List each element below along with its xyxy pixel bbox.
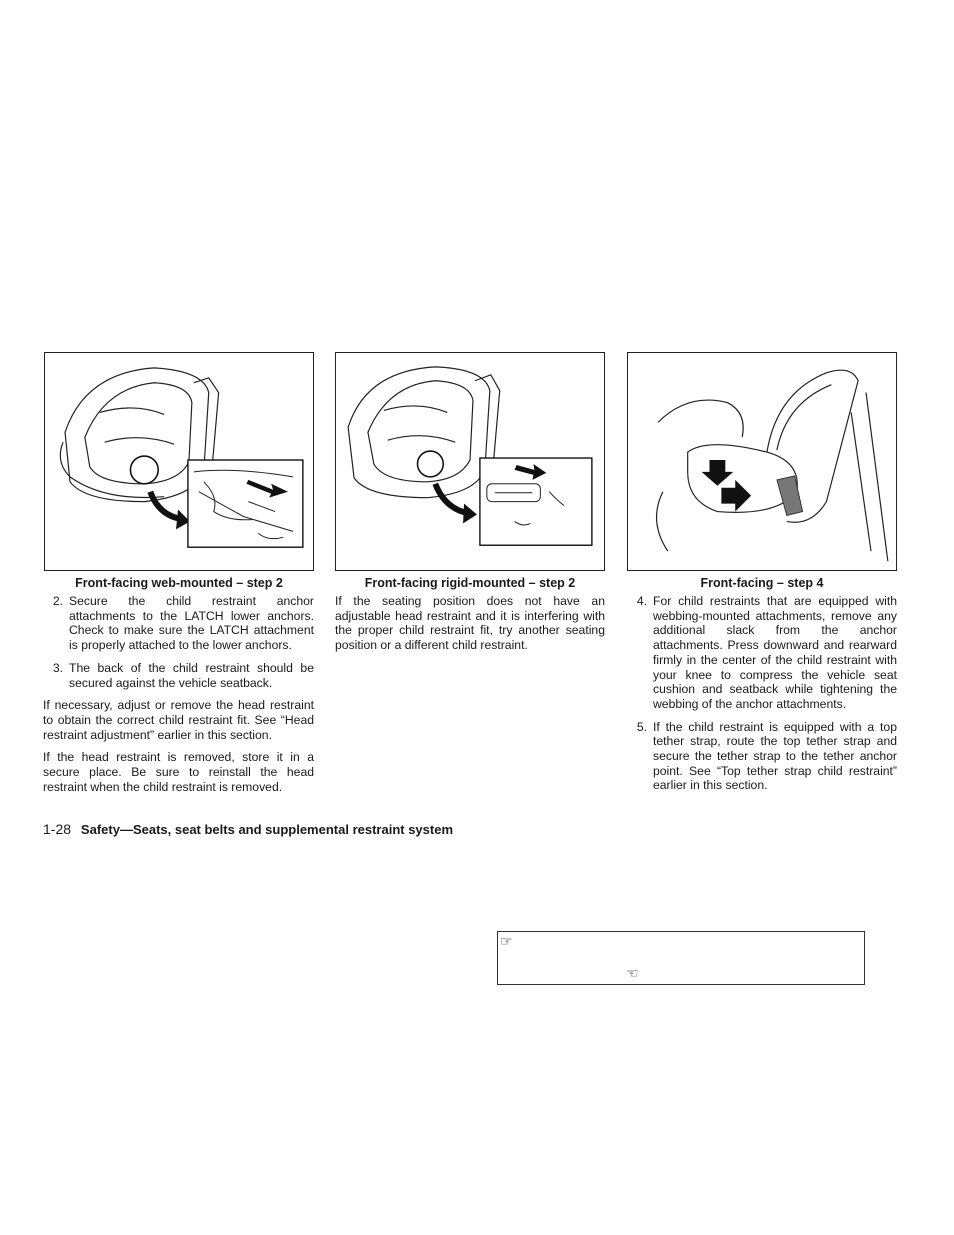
page-number: 1-28	[43, 821, 72, 837]
figure-caption: Front-facing web-mounted – step 2	[75, 576, 283, 590]
child-seat-web-mounted-illustration	[45, 353, 313, 570]
knee-press-illustration	[628, 353, 896, 570]
list-text: For child restraints that are equipped with webbing-mounted attachments, remove any additional slack from the anchor attachments. Press downward and rearward firmly in the center of the child restraint with your knee to compress the vehicle seat cushion and seatback while tightening the webbing of the anchor attachments.	[653, 594, 897, 711]
paragraph: If the seating position does not have an adjustable head restraint and it is interfering with the proper child restraint fit, try another seating position or a different child restraint.	[335, 594, 605, 653]
down-arrow-icon	[702, 460, 734, 486]
page-footer	[43, 821, 453, 837]
detail-circle	[130, 456, 158, 484]
right-arrow-icon	[721, 480, 751, 512]
text-column-2	[335, 594, 605, 661]
text-column-3	[627, 594, 897, 801]
list-number: 3.	[52, 660, 63, 675]
list-text: The back of the child restraint should be secured against the vehicle seatback.	[69, 660, 314, 690]
detail-circle	[417, 451, 443, 477]
list-item	[43, 661, 314, 690]
pointing-hand-icon: ☞	[500, 933, 513, 949]
list-number: 5.	[636, 719, 647, 734]
list-item	[43, 594, 314, 653]
text-column-1	[43, 594, 314, 802]
detail-inset	[188, 460, 303, 547]
figure-web-mounted	[44, 352, 314, 571]
list-text: Secure the child restraint anchor attachments to the LATCH lower anchors. Check to make sure the LATCH attachment is properly attached to the lower anchors.	[69, 594, 314, 653]
paragraph: If the head restraint is removed, store it in a secure place. Be sure to reinstall the head restraint when the child restraint is removed.	[43, 750, 314, 794]
figure-step-4	[627, 352, 897, 571]
figure-rigid-mounted	[335, 352, 605, 571]
list-item	[627, 594, 897, 712]
list-item	[627, 720, 897, 794]
figure-caption: Front-facing rigid-mounted – step 2	[364, 576, 576, 590]
figure-caption: Front-facing – step 4	[700, 576, 824, 590]
list-text: If the child restraint is equipped with a top tether strap, route the top tether strap and secure the tether strap to the tether anchor point. See “Top tether strap child restraint” earlier in this section.	[653, 719, 897, 793]
pointing-hand-icon: ☜	[626, 965, 639, 981]
list-number: 2.	[52, 594, 63, 608]
note-box	[497, 931, 865, 985]
list-number: 4.	[636, 594, 647, 608]
child-seat-rigid-mounted-illustration	[336, 353, 604, 570]
section-title: Safety—Seats, seat belts and supplemental restraint system	[80, 822, 454, 837]
paragraph: If necessary, adjust or remove the head restraint to obtain the correct child restraint fit. See “Head restraint adjustment” earlier in this section.	[43, 698, 314, 742]
